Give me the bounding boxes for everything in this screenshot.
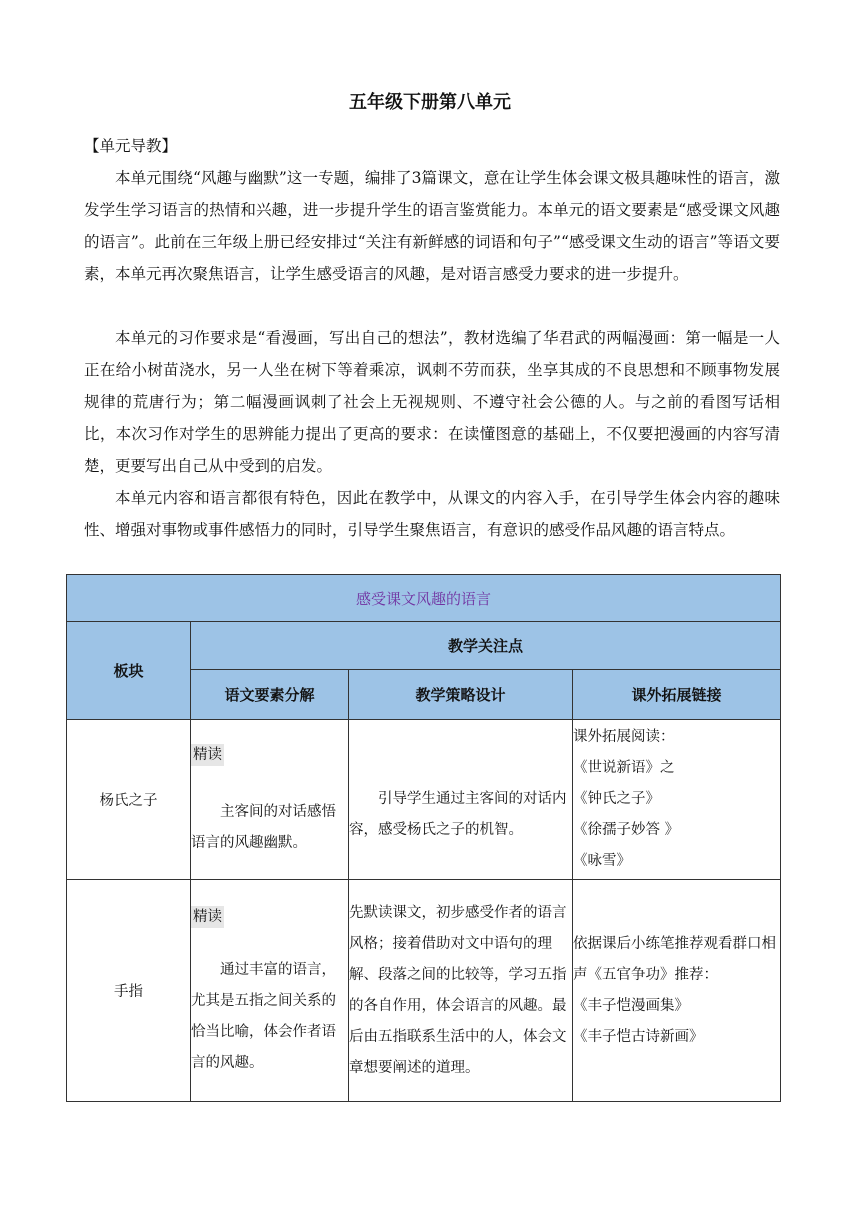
- reading-tag: 精读: [191, 906, 224, 928]
- table-row: [67, 720, 781, 880]
- link-line: 《咏雪》: [573, 853, 631, 869]
- element-cell: [191, 720, 349, 880]
- header-focus: 教学关注点: [191, 622, 781, 670]
- block-name: 手指: [67, 880, 191, 1102]
- paragraph-3: 本单元内容和语言都很有特色，因此在教学中，从课文的内容入手，在引导学生体会内容的趣味性、增强对事物或事件感悟力的同时，引导学生聚焦语言，有意识的感受作品风趣的语言特点。: [84, 489, 780, 539]
- link-line: 《徐孺子妙答 》: [573, 822, 680, 838]
- link-line: 课外拓展阅读：: [573, 729, 675, 745]
- table-top-header: 感受课文风趣的语言: [67, 575, 781, 622]
- link-line: 《钟氏之子》: [573, 791, 660, 807]
- strategy-cell: [349, 720, 573, 880]
- section-label: 【单元导教】: [84, 137, 178, 155]
- link-line: 《丰子恺漫画集》: [573, 997, 689, 1014]
- element-text: 通过丰富的语言，尤其是五指之间关系的恰当比喻，体会作者语言的风趣。: [191, 962, 336, 1071]
- page-title: 五年级下册第八单元: [349, 92, 511, 113]
- table-row: [67, 880, 781, 1102]
- reading-tag: 精读: [191, 744, 224, 766]
- link-cell: [573, 880, 781, 1102]
- paragraph-1: 本单元围绕“风趣与幽默”这一专题，编排了3篇课文，意在让学生体会课文极具趣味性的语言，激发学生学习语言的热情和兴趣，进一步提升学生的语言鉴赏能力。本单元的语文要素是“感受课文风趣的语言”。此前在三年级上册已经安排过“关注有新鲜感的词语和句子”“感受课文生动的语言”等语文要素，本单元再次聚焦语言，让学生感受语言的风趣，是对语言感受力要求的进一步提升。: [84, 169, 780, 283]
- header-strategy: 教学策略设计: [349, 670, 573, 720]
- block-name: 杨氏之子: [67, 720, 191, 880]
- link-line: 依据课后小练笔推荐观看群口相声《五官争功》推荐：: [573, 935, 776, 983]
- link-line: 《丰子恺古诗新画》: [573, 1028, 704, 1045]
- element-cell: [191, 880, 349, 1102]
- paragraph-2: 本单元的习作要求是“看漫画，写出自己的想法”，教材选编了华君武的两幅漫画：第一幅是一人正在给小树苗浇水，另一人坐在树下等着乘凉，讽刺不劳而获，坐享其成的不良思想和不顾事物发展规律的荒唐行为；第二幅漫画讽刺了社会上无视规则、不遵守社会公德的人。与之前的看图写话相比，本次习作对学生的思辨能力提出了更高的要求：在读懂图意的基础上，不仅要把漫画的内容写清楚，更要写出自己从中受到的启发。: [84, 329, 780, 475]
- header-link: 课外拓展链接: [573, 670, 781, 720]
- header-block: 板块: [67, 622, 191, 720]
- strategy-text: 先默读课文，初步感受作者的语言风格；接着借助对文中语句的理解、段落之间的比较等，学习五指的各自作用，体会语言的风趣。最后由五指联系生活中的人，体会文章想要阐述的道理。: [349, 904, 567, 1076]
- header-element: 语文要素分解: [191, 670, 349, 720]
- link-cell: [573, 720, 781, 880]
- teaching-table: [66, 574, 781, 1102]
- strategy-text: 引导学生通过主客间的对话内容，感受杨氏之子的机智。: [349, 790, 567, 838]
- strategy-cell: [349, 880, 573, 1102]
- link-line: 《世说新语》之: [573, 760, 675, 776]
- element-text: 主客间的对话感悟语言的风趣幽默。: [191, 804, 336, 851]
